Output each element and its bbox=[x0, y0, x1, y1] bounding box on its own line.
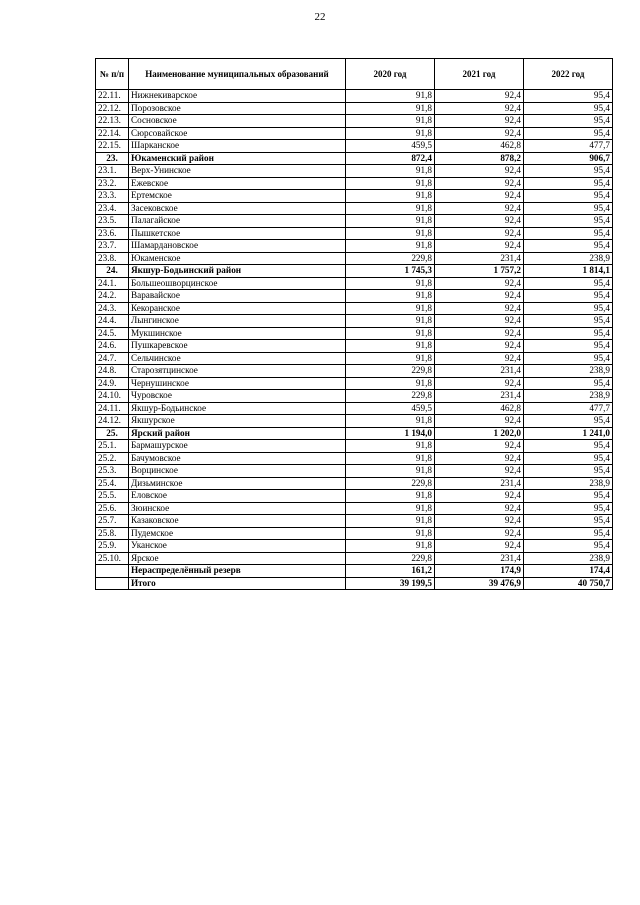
table-header-row bbox=[96, 59, 613, 90]
table-row bbox=[96, 327, 613, 340]
row-value-2021: 92,4 bbox=[435, 490, 524, 503]
row-value-2021: 92,4 bbox=[435, 165, 524, 178]
table-row bbox=[96, 290, 613, 303]
row-number-cell: 25.3. bbox=[96, 465, 129, 478]
row-value-2020: 91,8 bbox=[346, 102, 435, 115]
table-row bbox=[96, 152, 613, 165]
row-value-2021: 92,4 bbox=[435, 315, 524, 328]
row-value-2021: 92,4 bbox=[435, 515, 524, 528]
row-value-2022: 95,4 bbox=[524, 502, 613, 515]
row-value-2020: 91,8 bbox=[346, 540, 435, 553]
row-value-2020: 91,8 bbox=[346, 215, 435, 228]
table-row bbox=[96, 402, 613, 415]
row-name-cell: Ворцинское bbox=[129, 465, 346, 478]
row-name-cell: Палагайское bbox=[129, 215, 346, 228]
row-value-2020: 91,8 bbox=[346, 452, 435, 465]
table-row bbox=[96, 240, 613, 253]
row-value-2022: 95,4 bbox=[524, 227, 613, 240]
row-value-2021: 92,4 bbox=[435, 102, 524, 115]
row-number-cell: 25.7. bbox=[96, 515, 129, 528]
row-value-2020: 161,2 bbox=[346, 565, 435, 578]
row-value-2020: 91,8 bbox=[346, 340, 435, 353]
row-value-2022: 95,4 bbox=[524, 240, 613, 253]
row-value-2022: 95,4 bbox=[524, 202, 613, 215]
row-value-2021: 92,4 bbox=[435, 177, 524, 190]
table-row bbox=[96, 515, 613, 528]
header-name: Наименование муниципальных образований bbox=[129, 59, 346, 90]
row-value-2020: 91,8 bbox=[346, 377, 435, 390]
table-row bbox=[96, 165, 613, 178]
table-row bbox=[96, 465, 613, 478]
row-name-cell: Ярское bbox=[129, 552, 346, 565]
row-number-cell: 24.9. bbox=[96, 377, 129, 390]
header-2021: 2021 год bbox=[435, 59, 524, 90]
row-number-cell: 25.9. bbox=[96, 540, 129, 553]
row-value-2021: 92,4 bbox=[435, 90, 524, 103]
row-value-2022: 95,4 bbox=[524, 115, 613, 128]
row-value-2020: 91,8 bbox=[346, 490, 435, 503]
row-number-cell: 24.2. bbox=[96, 290, 129, 303]
row-value-2021: 92,4 bbox=[435, 340, 524, 353]
row-value-2022: 1 814,1 bbox=[524, 265, 613, 278]
table-row bbox=[96, 377, 613, 390]
row-number-cell: 24.11. bbox=[96, 402, 129, 415]
row-value-2022: 95,4 bbox=[524, 340, 613, 353]
row-value-2021: 92,4 bbox=[435, 452, 524, 465]
row-value-2021: 231,4 bbox=[435, 477, 524, 490]
table-row bbox=[96, 302, 613, 315]
row-value-2022: 95,4 bbox=[524, 277, 613, 290]
row-number-cell: 23.1. bbox=[96, 165, 129, 178]
row-value-2020: 91,8 bbox=[346, 290, 435, 303]
row-value-2022: 238,9 bbox=[524, 252, 613, 265]
row-value-2020: 39 199,5 bbox=[346, 577, 435, 590]
table-row bbox=[96, 315, 613, 328]
header-number: № п/п bbox=[96, 59, 129, 90]
row-value-2020: 91,8 bbox=[346, 127, 435, 140]
row-value-2020: 1 194,0 bbox=[346, 427, 435, 440]
row-name-cell: Ярский район bbox=[129, 427, 346, 440]
row-name-cell: Зюинское bbox=[129, 502, 346, 515]
row-number-cell: 22.15. bbox=[96, 140, 129, 153]
row-name-cell: Засековское bbox=[129, 202, 346, 215]
row-value-2020: 91,8 bbox=[346, 190, 435, 203]
row-number-cell: 23. bbox=[96, 152, 129, 165]
row-value-2020: 91,8 bbox=[346, 302, 435, 315]
row-name-cell: Якшурское bbox=[129, 415, 346, 428]
row-value-2020: 91,8 bbox=[346, 465, 435, 478]
row-value-2022: 40 750,7 bbox=[524, 577, 613, 590]
row-value-2022: 95,4 bbox=[524, 515, 613, 528]
table-row bbox=[96, 390, 613, 403]
row-number-cell: 24.4. bbox=[96, 315, 129, 328]
row-value-2021: 92,4 bbox=[435, 240, 524, 253]
row-number-cell: 23.5. bbox=[96, 215, 129, 228]
row-name-cell: Бармашурское bbox=[129, 440, 346, 453]
row-value-2022: 477,7 bbox=[524, 402, 613, 415]
table-row bbox=[96, 565, 613, 578]
row-value-2021: 92,4 bbox=[435, 190, 524, 203]
row-number-cell: 23.6. bbox=[96, 227, 129, 240]
row-value-2020: 229,8 bbox=[346, 390, 435, 403]
row-name-cell: Шамардановское bbox=[129, 240, 346, 253]
row-name-cell: Пушкаревское bbox=[129, 340, 346, 353]
row-name-cell: Кекоранское bbox=[129, 302, 346, 315]
row-number-cell bbox=[96, 577, 129, 590]
row-value-2020: 229,8 bbox=[346, 365, 435, 378]
row-value-2022: 95,4 bbox=[524, 127, 613, 140]
row-value-2020: 91,8 bbox=[346, 315, 435, 328]
table-row bbox=[96, 215, 613, 228]
row-name-cell: Старозятцинское bbox=[129, 365, 346, 378]
table-row bbox=[96, 340, 613, 353]
row-number-cell: 22.11. bbox=[96, 90, 129, 103]
row-name-cell: Ертемское bbox=[129, 190, 346, 203]
row-name-cell: Чернушинское bbox=[129, 377, 346, 390]
row-name-cell: Юкаменский район bbox=[129, 152, 346, 165]
row-value-2020: 91,8 bbox=[346, 440, 435, 453]
row-number-cell: 24.6. bbox=[96, 340, 129, 353]
row-value-2021: 231,4 bbox=[435, 252, 524, 265]
row-value-2020: 91,8 bbox=[346, 327, 435, 340]
row-name-cell: Нераспределённый резерв bbox=[129, 565, 346, 578]
row-number-cell: 24.5. bbox=[96, 327, 129, 340]
row-value-2020: 91,8 bbox=[346, 115, 435, 128]
row-name-cell: Пудемское bbox=[129, 527, 346, 540]
table-row bbox=[96, 202, 613, 215]
row-number-cell: 22.12. bbox=[96, 102, 129, 115]
row-number-cell: 25.1. bbox=[96, 440, 129, 453]
table-row bbox=[96, 502, 613, 515]
row-value-2020: 459,5 bbox=[346, 140, 435, 153]
row-number-cell: 25. bbox=[96, 427, 129, 440]
row-value-2022: 95,4 bbox=[524, 290, 613, 303]
row-number-cell: 25.5. bbox=[96, 490, 129, 503]
row-value-2022: 95,4 bbox=[524, 490, 613, 503]
table-row bbox=[96, 190, 613, 203]
row-value-2021: 462,8 bbox=[435, 140, 524, 153]
table-row bbox=[96, 252, 613, 265]
row-value-2021: 92,4 bbox=[435, 440, 524, 453]
row-value-2022: 95,4 bbox=[524, 165, 613, 178]
row-value-2022: 95,4 bbox=[524, 302, 613, 315]
row-value-2021: 92,4 bbox=[435, 327, 524, 340]
row-value-2022: 238,9 bbox=[524, 390, 613, 403]
table-row bbox=[96, 440, 613, 453]
row-number-cell: 24.3. bbox=[96, 302, 129, 315]
row-value-2021: 92,4 bbox=[435, 465, 524, 478]
row-value-2020: 459,5 bbox=[346, 402, 435, 415]
row-value-2021: 92,4 bbox=[435, 527, 524, 540]
row-name-cell: Мукшинское bbox=[129, 327, 346, 340]
row-value-2020: 229,8 bbox=[346, 477, 435, 490]
row-number-cell: 25.4. bbox=[96, 477, 129, 490]
row-value-2021: 92,4 bbox=[435, 127, 524, 140]
row-value-2021: 174,9 bbox=[435, 565, 524, 578]
row-value-2021: 92,4 bbox=[435, 115, 524, 128]
row-value-2022: 95,4 bbox=[524, 327, 613, 340]
row-name-cell: Порозовское bbox=[129, 102, 346, 115]
row-value-2021: 231,4 bbox=[435, 365, 524, 378]
row-value-2021: 92,4 bbox=[435, 202, 524, 215]
header-2020: 2020 год bbox=[346, 59, 435, 90]
table-row bbox=[96, 552, 613, 565]
table-row bbox=[96, 277, 613, 290]
row-value-2021: 1 202,0 bbox=[435, 427, 524, 440]
row-value-2021: 92,4 bbox=[435, 377, 524, 390]
row-value-2022: 95,4 bbox=[524, 540, 613, 553]
row-value-2020: 91,8 bbox=[346, 352, 435, 365]
row-name-cell: Пышкетское bbox=[129, 227, 346, 240]
table-row bbox=[96, 177, 613, 190]
row-value-2021: 1 757,2 bbox=[435, 265, 524, 278]
row-number-cell: 22.13. bbox=[96, 115, 129, 128]
row-value-2022: 95,4 bbox=[524, 465, 613, 478]
row-value-2020: 91,8 bbox=[346, 515, 435, 528]
row-value-2022: 95,4 bbox=[524, 377, 613, 390]
row-number-cell: 23.3. bbox=[96, 190, 129, 203]
row-value-2021: 92,4 bbox=[435, 290, 524, 303]
row-number-cell: 25.8. bbox=[96, 527, 129, 540]
row-number-cell: 24.8. bbox=[96, 365, 129, 378]
table-row bbox=[96, 365, 613, 378]
row-name-cell: Сюрсовайское bbox=[129, 127, 346, 140]
table-row bbox=[96, 115, 613, 128]
table-row bbox=[96, 102, 613, 115]
row-number-cell: 25.6. bbox=[96, 502, 129, 515]
row-value-2020: 229,8 bbox=[346, 552, 435, 565]
row-number-cell: 24.7. bbox=[96, 352, 129, 365]
row-value-2022: 95,4 bbox=[524, 415, 613, 428]
row-value-2022: 95,4 bbox=[524, 440, 613, 453]
table-row bbox=[96, 140, 613, 153]
row-value-2022: 477,7 bbox=[524, 140, 613, 153]
table-row bbox=[96, 352, 613, 365]
row-name-cell: Бачумовское bbox=[129, 452, 346, 465]
row-value-2021: 92,4 bbox=[435, 352, 524, 365]
row-name-cell: Варавайское bbox=[129, 290, 346, 303]
row-number-cell: 24.12. bbox=[96, 415, 129, 428]
table-row bbox=[96, 227, 613, 240]
table-row bbox=[96, 452, 613, 465]
row-value-2020: 229,8 bbox=[346, 252, 435, 265]
row-name-cell: Ежевское bbox=[129, 177, 346, 190]
row-value-2020: 91,8 bbox=[346, 177, 435, 190]
page-number: 22 bbox=[314, 11, 326, 23]
row-value-2021: 92,4 bbox=[435, 215, 524, 228]
row-value-2020: 1 745,3 bbox=[346, 265, 435, 278]
table-row bbox=[96, 540, 613, 553]
row-name-cell: Казаковское bbox=[129, 515, 346, 528]
row-value-2021: 462,8 bbox=[435, 402, 524, 415]
table-row bbox=[96, 490, 613, 503]
row-value-2020: 91,8 bbox=[346, 165, 435, 178]
row-value-2020: 872,4 bbox=[346, 152, 435, 165]
row-value-2022: 238,9 bbox=[524, 477, 613, 490]
row-name-cell: Сосновское bbox=[129, 115, 346, 128]
row-value-2022: 95,4 bbox=[524, 102, 613, 115]
row-name-cell: Большеошворцинское bbox=[129, 277, 346, 290]
row-name-cell: Сельчинское bbox=[129, 352, 346, 365]
row-value-2022: 95,4 bbox=[524, 90, 613, 103]
row-name-cell: Чуровское bbox=[129, 390, 346, 403]
row-number-cell: 24.10. bbox=[96, 390, 129, 403]
row-value-2020: 91,8 bbox=[346, 502, 435, 515]
row-number-cell: 25.2. bbox=[96, 452, 129, 465]
row-value-2021: 92,4 bbox=[435, 415, 524, 428]
header-2022: 2022 год bbox=[524, 59, 613, 90]
row-name-cell: Итого bbox=[129, 577, 346, 590]
row-number-cell: 23.8. bbox=[96, 252, 129, 265]
row-value-2021: 92,4 bbox=[435, 502, 524, 515]
row-value-2022: 95,4 bbox=[524, 177, 613, 190]
row-name-cell: Шарканское bbox=[129, 140, 346, 153]
row-name-cell: Уканское bbox=[129, 540, 346, 553]
table-row bbox=[96, 90, 613, 103]
row-value-2020: 91,8 bbox=[346, 227, 435, 240]
row-value-2020: 91,8 bbox=[346, 277, 435, 290]
row-name-cell: Еловское bbox=[129, 490, 346, 503]
row-value-2022: 95,4 bbox=[524, 527, 613, 540]
table-row bbox=[96, 527, 613, 540]
row-value-2021: 39 476,9 bbox=[435, 577, 524, 590]
row-name-cell: Лынгинское bbox=[129, 315, 346, 328]
row-name-cell: Верх-Унинское bbox=[129, 165, 346, 178]
row-value-2020: 91,8 bbox=[346, 202, 435, 215]
row-value-2021: 878,2 bbox=[435, 152, 524, 165]
row-value-2022: 95,4 bbox=[524, 190, 613, 203]
row-value-2021: 92,4 bbox=[435, 227, 524, 240]
row-number-cell: 24.1. bbox=[96, 277, 129, 290]
row-name-cell: Якшур-Бодьинское bbox=[129, 402, 346, 415]
table-row bbox=[96, 127, 613, 140]
row-value-2022: 1 241,0 bbox=[524, 427, 613, 440]
table-row bbox=[96, 415, 613, 428]
row-name-cell: Юкаменское bbox=[129, 252, 346, 265]
row-value-2022: 238,9 bbox=[524, 552, 613, 565]
row-number-cell: 23.2. bbox=[96, 177, 129, 190]
row-value-2021: 92,4 bbox=[435, 302, 524, 315]
table-row bbox=[96, 577, 613, 590]
budget-table bbox=[95, 58, 613, 590]
row-value-2022: 95,4 bbox=[524, 452, 613, 465]
row-value-2020: 91,8 bbox=[346, 527, 435, 540]
row-name-cell: Якшур-Бодьинский район bbox=[129, 265, 346, 278]
row-value-2020: 91,8 bbox=[346, 90, 435, 103]
row-number-cell bbox=[96, 565, 129, 578]
row-value-2022: 95,4 bbox=[524, 315, 613, 328]
row-value-2021: 92,4 bbox=[435, 540, 524, 553]
row-value-2021: 231,4 bbox=[435, 390, 524, 403]
row-value-2020: 91,8 bbox=[346, 415, 435, 428]
row-value-2022: 95,4 bbox=[524, 352, 613, 365]
row-value-2022: 95,4 bbox=[524, 215, 613, 228]
row-number-cell: 23.4. bbox=[96, 202, 129, 215]
row-name-cell: Нижнекиварское bbox=[129, 90, 346, 103]
table-row bbox=[96, 427, 613, 440]
row-value-2021: 231,4 bbox=[435, 552, 524, 565]
row-value-2022: 906,7 bbox=[524, 152, 613, 165]
row-value-2021: 92,4 bbox=[435, 277, 524, 290]
table-row bbox=[96, 477, 613, 490]
row-number-cell: 24. bbox=[96, 265, 129, 278]
row-value-2022: 238,9 bbox=[524, 365, 613, 378]
row-value-2022: 174,4 bbox=[524, 565, 613, 578]
row-value-2020: 91,8 bbox=[346, 240, 435, 253]
table-row bbox=[96, 265, 613, 278]
row-number-cell: 23.7. bbox=[96, 240, 129, 253]
row-name-cell: Дизьминское bbox=[129, 477, 346, 490]
row-number-cell: 25.10. bbox=[96, 552, 129, 565]
row-number-cell: 22.14. bbox=[96, 127, 129, 140]
